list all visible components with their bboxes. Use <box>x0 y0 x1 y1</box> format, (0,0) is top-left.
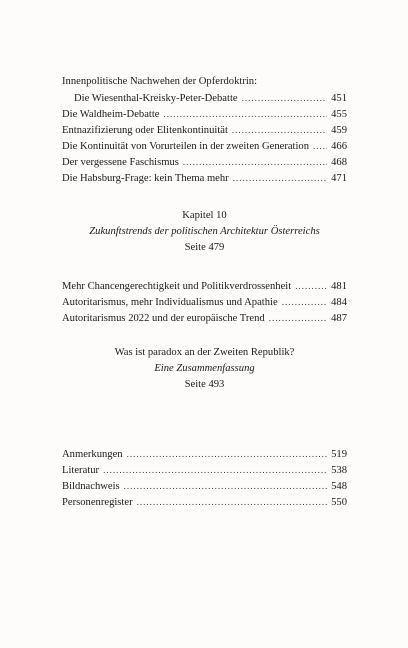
toc-entry <box>62 446 347 462</box>
toc-entry-title: Die Kontinuität von Vorurteilen in der zweiten Generation <box>62 141 310 152</box>
toc-entry-title: Der vergessene Faschismus <box>62 157 179 168</box>
toc-entry-page: 481 <box>331 281 347 292</box>
toc-entry <box>62 90 347 106</box>
toc-entry <box>62 462 347 478</box>
toc-leader <box>164 106 328 122</box>
toc-entry-title: Autoritarismus 2022 und der europäische Trend <box>62 313 265 324</box>
toc-entry-title: Die Habsburg-Frage: kein Thema mehr <box>62 173 229 184</box>
toc-leader <box>269 310 327 326</box>
toc-entry-title: Bildnachweis <box>62 481 120 492</box>
toc-leader <box>295 278 327 294</box>
toc-entry-page: 459 <box>331 125 347 136</box>
chapter-heading: Kapitel 10 <box>182 210 227 221</box>
toc-entry-page: 538 <box>331 465 347 476</box>
toc-entry-page: 468 <box>331 157 347 168</box>
toc-entry <box>62 106 347 122</box>
toc-entry-page: 471 <box>331 173 347 184</box>
toc-leader <box>282 294 327 310</box>
toc-entry <box>62 294 347 310</box>
toc-leader <box>137 494 328 510</box>
toc-entry-page: 451 <box>331 93 347 104</box>
toc-entry-title: Literatur <box>62 465 100 476</box>
toc-leader <box>233 170 327 186</box>
toc-entry-page: 519 <box>331 449 347 460</box>
toc-leader <box>232 122 327 138</box>
summary-heading: Was ist paradox an der Zweiten Republik? <box>114 347 295 358</box>
toc-entry <box>62 278 347 294</box>
toc-entry-page: 466 <box>331 141 347 152</box>
toc-entry <box>62 74 347 90</box>
toc-leader <box>124 478 327 494</box>
chapter-subtitle: Zukunftstrends der politischen Architektur Österreichs <box>89 226 320 237</box>
toc-leader <box>183 154 327 170</box>
toc-entry-title: Autoritarismus, mehr Individualismus und Apathie <box>62 297 278 308</box>
summary-start-page: Seite 493 <box>184 379 225 390</box>
toc-entry-page: 550 <box>331 497 347 508</box>
summary-subtitle: Eine Zusammenfassung <box>154 363 255 374</box>
toc-entry <box>62 138 347 154</box>
toc-entry-title: Die Waldheim-Debatte <box>62 109 160 120</box>
toc-entry-title: Innenpolitische Nachwehen der Opferdoktrin: <box>62 76 258 87</box>
toc-entry-page: 548 <box>331 481 347 492</box>
toc-leader <box>242 90 328 106</box>
toc-entry-page: 487 <box>331 313 347 324</box>
toc-entry <box>62 478 347 494</box>
toc-entry-page: 484 <box>331 297 347 308</box>
toc-entry <box>62 154 347 170</box>
toc-entry <box>62 494 347 510</box>
toc-entry-title: Die Wiesenthal-Kreisky-Peter-Debatte <box>74 93 238 104</box>
toc-leader <box>127 446 328 462</box>
toc-entry-title: Entnazifizierung oder Elitenkontinuität <box>62 125 228 136</box>
toc-entry-page: 455 <box>331 109 347 120</box>
toc-entry-title: Personenregister <box>62 497 133 508</box>
toc-entry-title: Anmerkungen <box>62 449 123 460</box>
toc-leader <box>313 138 327 154</box>
toc-entry <box>62 122 347 138</box>
toc-entry <box>62 310 347 326</box>
toc-leader <box>103 462 327 478</box>
chapter-start-page: Seite 479 <box>184 242 225 253</box>
toc-entry <box>62 170 347 186</box>
toc-entry-title: Mehr Chancengerechtigkeit und Politikverdrossenheit <box>62 281 292 292</box>
